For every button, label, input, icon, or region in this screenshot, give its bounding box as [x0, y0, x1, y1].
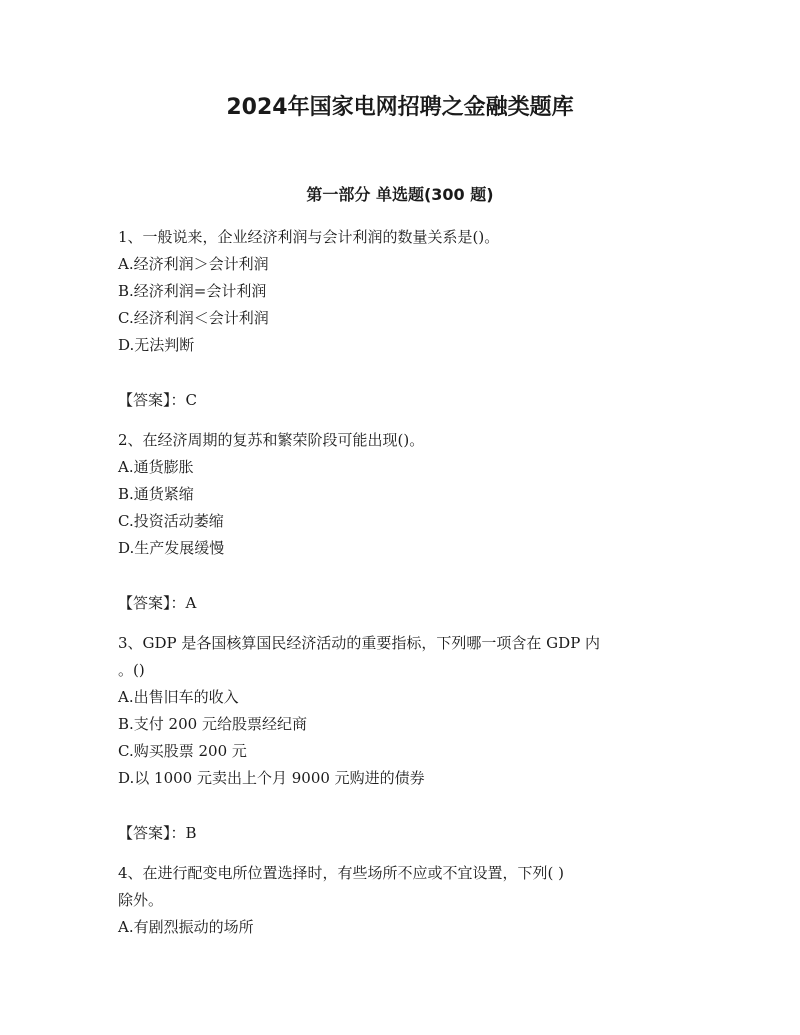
answer-value: B — [185, 824, 197, 842]
question-3-option-d: D.以 1000 元卖出上个月 9000 元购进的债券 — [118, 769, 425, 787]
question-3-stem-line-2: 。() — [118, 661, 145, 679]
question-1-option-b: B.经济利润=会计利润 — [118, 282, 267, 300]
question-3-option-a: A.出售旧车的收入 — [118, 688, 239, 706]
question-2-option-c: C.投资活动萎缩 — [118, 512, 224, 530]
section-title: 第一部分 单选题(300 题) — [306, 185, 494, 204]
answer-label: 【答案】： — [118, 824, 186, 842]
question-3-option-c: C.购买股票 200 元 — [118, 742, 247, 760]
answer-label: 【答案】： — [118, 594, 186, 612]
document-title: 2024年国家电网招聘之金融类题库 — [226, 95, 574, 120]
answer-value: C — [185, 391, 197, 409]
question-2-option-b: B.通货紧缩 — [118, 485, 194, 503]
question-1-stem: 1、一般说来，企业经济利润与会计利润的数量关系是()。 — [118, 228, 500, 246]
question-2-stem: 2、在经济周期的复苏和繁荣阶段可能出现()。 — [118, 431, 425, 449]
question-1-option-a: A.经济利润＞会计利润 — [118, 255, 269, 273]
question-3-stem-line-1: 3、GDP 是各国核算国民经济活动的重要指标，下列哪一项含在 GDP 内 — [118, 634, 601, 652]
answer-label: 【答案】： — [118, 391, 186, 409]
question-4-stem-line-2: 除外。 — [118, 891, 164, 909]
question-2-option-d: D.生产发展缓慢 — [118, 539, 225, 557]
question-1-answer — [118, 389, 197, 411]
question-1-option-c: C.经济利润＜会计利润 — [118, 309, 269, 327]
question-3-answer — [118, 822, 197, 844]
question-2-option-a: A.通货膨胀 — [118, 458, 194, 476]
answer-value: A — [185, 594, 197, 612]
question-3-option-b: B.支付 200 元给股票经纪商 — [118, 715, 307, 733]
question-1-option-d: D.无法判断 — [118, 336, 195, 354]
question-4-option-a: A.有剧烈振动的场所 — [118, 918, 254, 936]
question-4-stem-line-1: 4、在进行配变电所位置选择时，有些场所不应或不宜设置，下列( ) — [118, 864, 565, 882]
question-2-answer — [118, 592, 196, 614]
